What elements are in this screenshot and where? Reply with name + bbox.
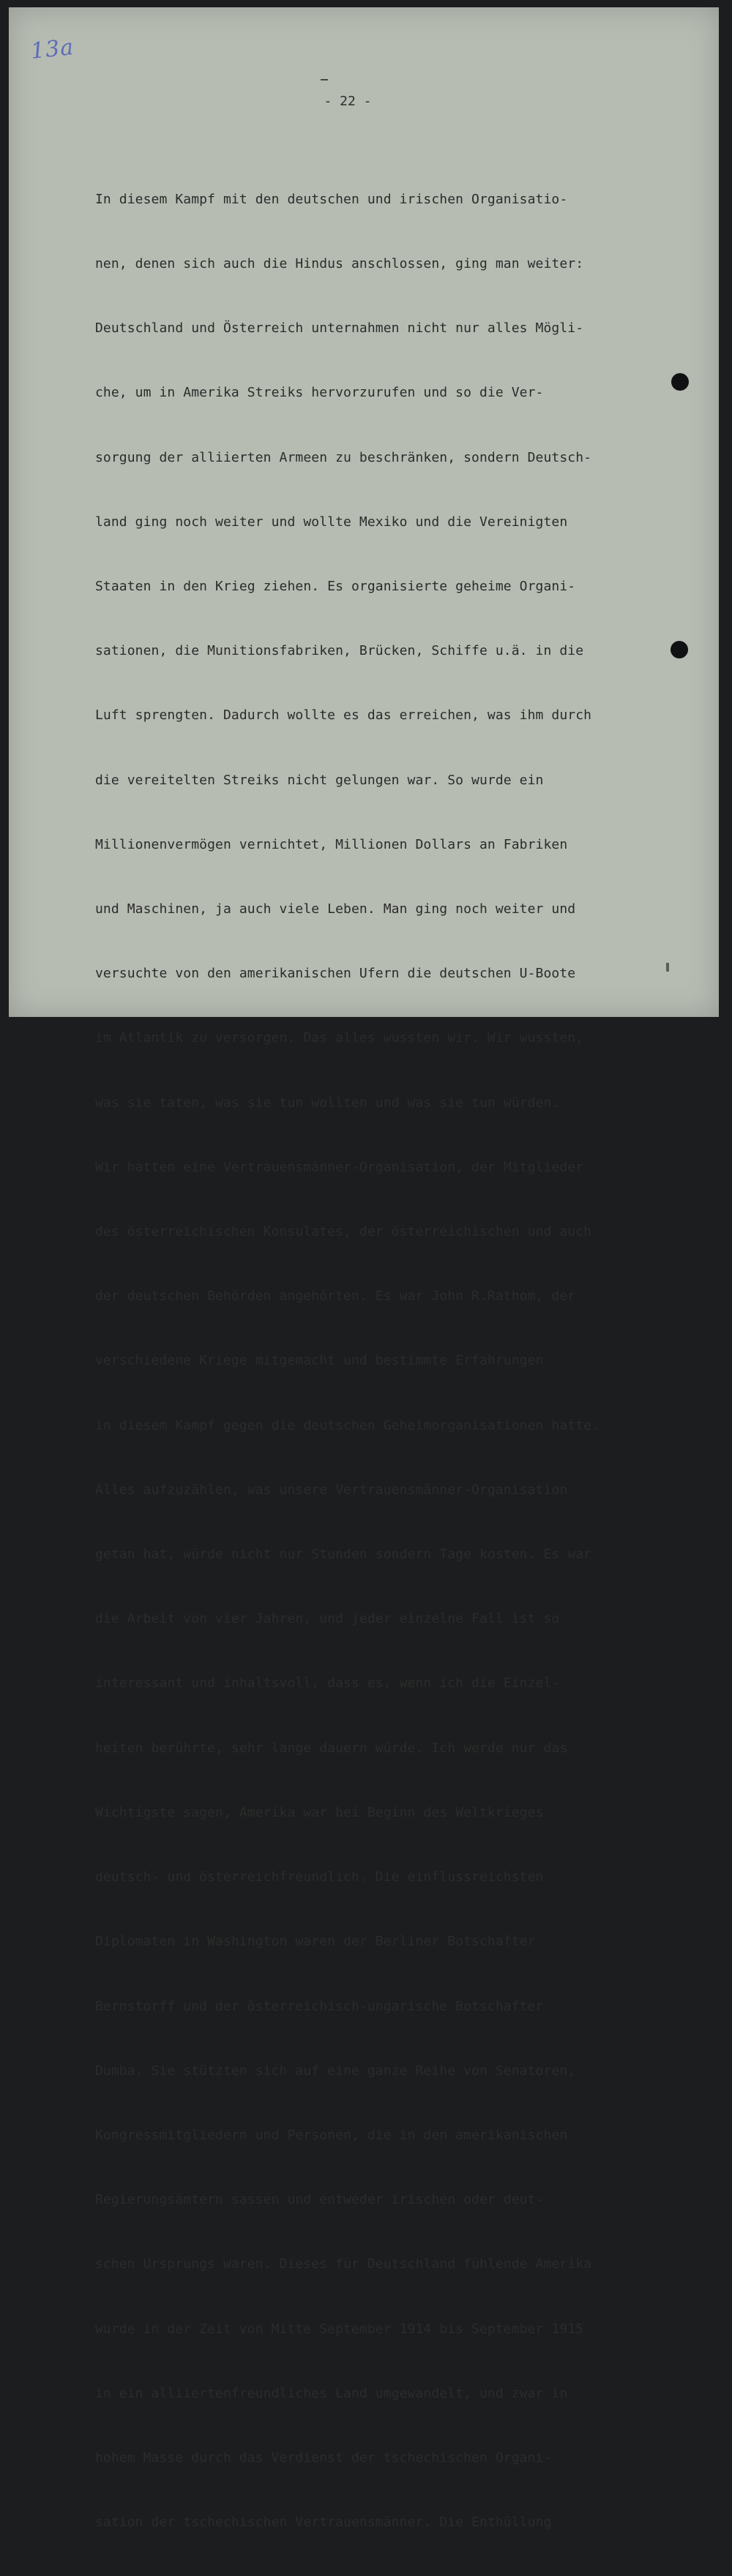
- body-text: [95, 146, 600, 2576]
- text-line: land ging noch weiter und wollte Mexiko und die Vereinigten: [95, 514, 568, 530]
- text-line: deutsch- und österreichfreundlich. Die einflussreichsten: [95, 1869, 544, 1885]
- text-line: wurde in der Zeit von Mitte September 1914 bis September 1915: [95, 2321, 584, 2337]
- text-line: des österreichischen Konsulates, der österreichischen und auch: [95, 1224, 592, 1240]
- text-line: Staaten in den Krieg ziehen. Es organisierte geheime Organi-: [95, 579, 576, 595]
- text-line: Bernstorff und der österreichisch-ungarische Botschafter: [95, 1998, 544, 2014]
- text-line: Deutschland und Österreich unternahmen nicht nur alles Mögli-: [95, 320, 584, 337]
- text-line: in ein alliiertenfreundliches Land umgewandelt, und zwar in: [95, 2385, 568, 2401]
- text-line: schen Ursprungs waren. Dieses für Deutschland fühlende Amerika: [95, 2256, 592, 2272]
- punch-hole: [671, 641, 688, 658]
- corner-mark: [666, 963, 669, 972]
- text-line: hohem Masse durch das Verdienst der tschechischen Organi-: [95, 2449, 552, 2466]
- text-line: der deutschen Behörden angehörten. Es war John R.Rathom, der: [95, 1288, 576, 1304]
- text-line: Luft sprengten. Dadurch wollte es das erreichen, was ihm durch: [95, 707, 592, 724]
- page-number: - 22 -: [324, 94, 372, 109]
- text-line: getan hat, würde nicht nur Stunden sondern Tage kosten. Es war: [95, 1547, 592, 1563]
- top-dash-mark: [321, 79, 328, 80]
- text-line: Alles aufzuzählen, was unsere Vertrauensmänner-Organisation: [95, 1482, 568, 1498]
- text-line: was sie taten, was sie tun wollten und was sie tun würden.: [95, 1094, 560, 1111]
- text-line: In diesem Kampf mit den deutschen und irischen Organisatio-: [95, 191, 568, 207]
- text-line: che, um in Amerika Streiks hervorzurufen und so die Ver-: [95, 385, 544, 401]
- punch-hole: [671, 373, 689, 391]
- text-line: verschiedene Kriege mitgemacht und bestimmte Erfahrungen: [95, 1353, 544, 1369]
- handwritten-folio-annotation: 13a: [29, 34, 75, 64]
- text-line: Regierungsämtern sassen und entweder irischen oder deut-: [95, 2192, 544, 2208]
- text-line: Wichtigste sagen, Amerika war bei Beginn des Weltkrieges: [95, 1804, 544, 1820]
- text-line: sorgung der alliierten Armeen zu beschränken, sondern Deutsch-: [95, 449, 592, 465]
- text-line: Dumba. Sie stützten sich auf eine ganze Reihe von Senatoren,: [95, 2062, 576, 2079]
- text-line: Kongressmitgliedern und Personen, die in den amerikanischen: [95, 2127, 568, 2143]
- text-line: heiten berührte, sehr lange dauern würde. Ich werde nur das: [95, 1740, 568, 1756]
- typewritten-page: [9, 7, 719, 2531]
- text-line: interessant und inhaltsvoll, dass es, wenn ich die Einzel-: [95, 1675, 560, 1691]
- text-line: in diesem Kampf gegen die deutschen Geheimorganisationen hatte.: [95, 1417, 600, 1433]
- text-line: sationen, die Munitionsfabriken, Brücken, Schiffe u.ä. in die: [95, 643, 584, 659]
- text-line: Diplomaten in Washington waren der Berliner Botschafter: [95, 1934, 536, 1950]
- text-line: versuchte von den amerikanischen Ufern die deutschen U-Boote: [95, 966, 576, 982]
- text-line: die Arbeit von vier Jahren, und jeder einzelne Fall ist so: [95, 1611, 560, 1627]
- text-line: Millionenvermögen vernichtet, Millionen Dollars an Fabriken: [95, 836, 568, 852]
- text-line: und Maschinen, ja auch viele Leben. Man ging noch weiter und: [95, 901, 576, 917]
- text-line: nen, denen sich auch die Hindus anschlossen, ging man weiter:: [95, 256, 584, 272]
- text-line: die vereitelten Streiks nicht gelungen war. So wurde ein: [95, 772, 544, 788]
- text-line: sation der tschechischen Vertrauensmänner. Die Enthüllung: [95, 2515, 552, 2531]
- text-line: im Atlantik zu versorgen. Das alles wussten wir. Wir wussten,: [95, 1030, 584, 1046]
- text-line: Wir hatten eine Vertrauensmänner-Organisation, der Mitglieder: [95, 1159, 584, 1175]
